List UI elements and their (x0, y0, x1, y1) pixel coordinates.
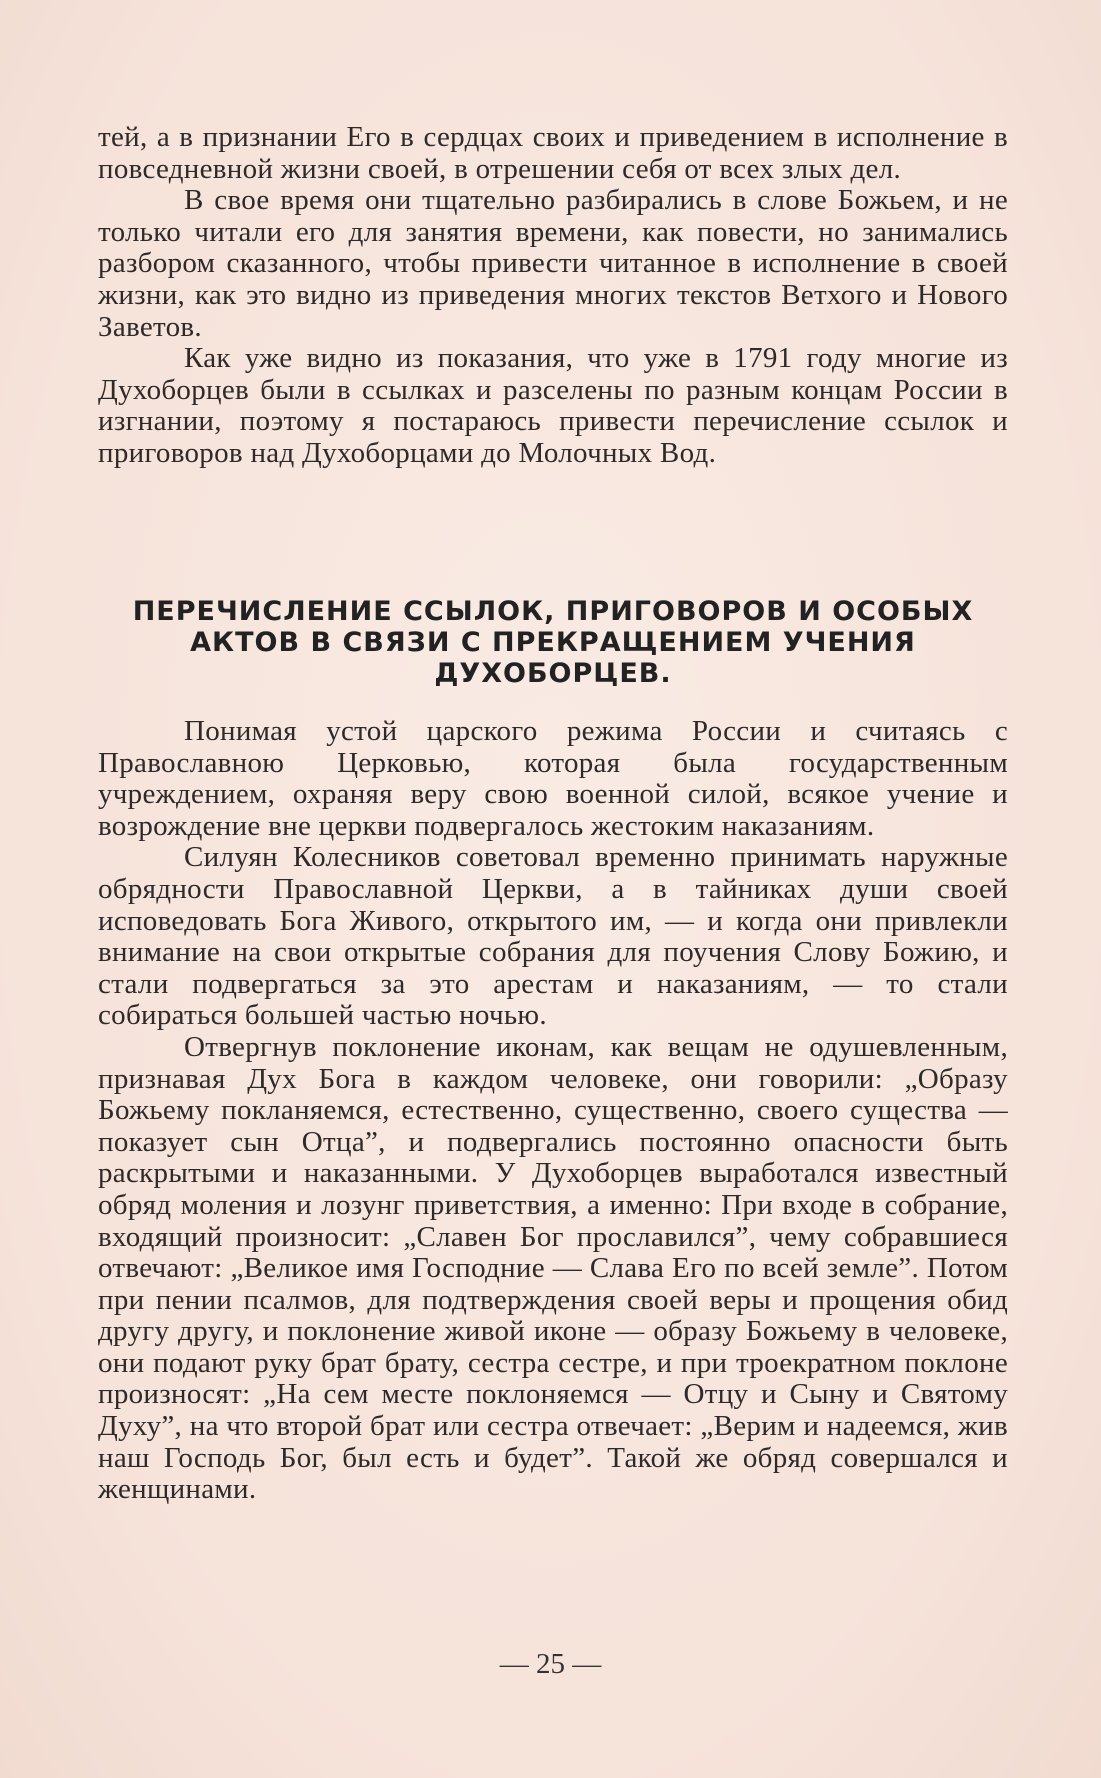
section-heading (98, 596, 1008, 689)
paragraph-kolesnikov: Силуян Колесников советовал временно принимать наружные обрядности Православной Церкви, а в тайниках души своей исповедовать Бога Живого, открытого им, — и когда они привлекли внимание на свои открытые собрания для поучения Слову Божию, и стали подвергаться за это арестам и наказаниям, — то стали собираться большей частью ночью. (98, 841, 1008, 1032)
paragraph-icons-ritual: Отвергнув поклонение иконам, как вещам не одушевленным, признавая Дух Бога в каждом человеке, они говорили: „Образу Божьему покланяемся, естественно, существенно, своего существа — показует сын Отца”, и подвергались постоянно опасности быть раскрытыми и наказанными. У Духоборцев выработался известный обряд моления и лозунг приветствия, а именно: При входе в собрание, входящий произносит: „Славен Бог прославился”, чему собравшиеся отвечают: „Великое имя Господние — Слава Его по всей земле”. Потом при пении псалмов, для подтверждения своей веры и прощения обид другу другу, и поклонение живой иконе — образу Божьему в человеке, они подают руку брат брату, сестра сестре, и при троекратном поклоне произносят: „На сем месте поклоняемся — Отцу и Сыну и Святому Духу”, на что второй брат или сестра отвечает: „Верим и надеемся, жив наш Господь Бог, был есть и будет”. Такой же обряд совершался и женщинами. (98, 1030, 1008, 1506)
heading-line-3: ДУХОБОРЦЕВ. (434, 658, 672, 689)
paragraph-continuation: тей, а в признании Его в сердцах своих и приведением в исполнение в повседневной жизни своей, в отрешении себя от всех злых дел. (98, 121, 1008, 185)
heading-line-1: ПЕРЕЧИСЛЕНИЕ ССЫЛОК, ПРИГОВОРОВ И ОСОБЫХ (132, 596, 974, 627)
top-text-block (98, 122, 1008, 470)
heading-line-2: АКТОВ В СВЯЗИ С ПРЕКРАЩЕНИЕМ УЧЕНИЯ (190, 627, 916, 658)
paragraph-exile-intro: Как уже видно из показания, что уже в 1791 году многие из Духоборцев были в ссылках и разселены по разным концам России в изгнании, поэтому я постараюсь привести перечисление ссылок и приговоров над Духоборцами до Молочных Вод. (98, 342, 1008, 469)
paragraph-tsarist-regime: Понимая устой царского режима России и считаясь с Православною Церковью, которая была государственным учреждением, охраняя веру свою военной силой, всякое учение и возрождение вне церкви подвергалось жестоким наказаниям. (98, 715, 1008, 842)
bottom-text-block (98, 716, 1008, 1506)
page-number: — 25 — (499, 1648, 602, 1680)
paragraph-scripture-study: В свое время они тщательно разбирались в слове Божьем, и не только читали его для занятия времени, как повести, но занимались разбором сказанного, чтобы привести читанное в исполнение в своей жизни, как это видно из приведения многих текстов Ветхого и Нового Заветов. (98, 184, 1008, 343)
